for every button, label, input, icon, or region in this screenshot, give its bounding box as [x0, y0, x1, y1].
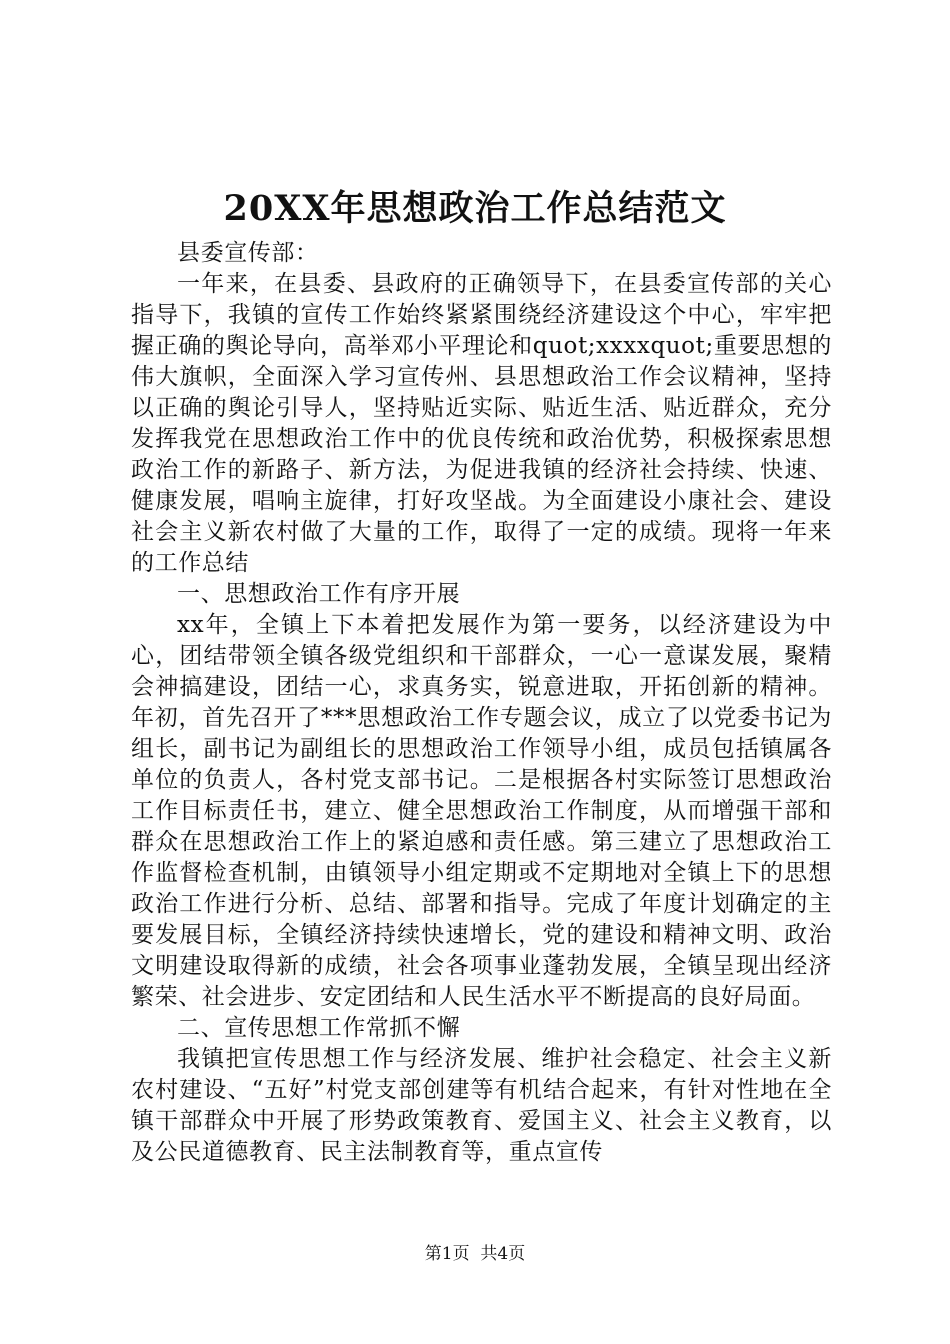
section-2-paragraph: 我镇把宣传思想工作与经济发展、维护社会稳定、社会主义新农村建设、“五好”村党支部创建等有机结合起来，有针对性地在全镇干部群众中开展了形势政策教育、爱国主义、社会主义教育，以及公民道德教育、民主法制教育等，重点宣传: [131, 1046, 832, 1165]
document-title: 20XX年思想政治工作总结范文: [223, 188, 727, 229]
page-number: 第1页: [424, 1244, 470, 1264]
section-1-paragraph: xx年，全镇上下本着把发展作为第一要务，以经济建设为中心，团结带领全镇各级党组织和干部群众，一心一意谋发展，聚精会神搞建设，团结一心，求真务实，锐意进取，开拓创新的精神。年初，首先召开了***思想政治工作专题会议，成立了以党委书记为组长，副书记为副组长的思想政治工作领导小组，成员包括镇属各单位的负责人，各村党支部书记。二是根据各村实际签订思想政治工作目标责任书，建立、健全思想政治工作制度，从而增强干部和群众在思想政治工作上的紧迫感和责任感。第三建立了思想政治工作监督检查机制，由镇领导小组定期或不定期地对全镇上下的思想政治工作进行分析、总结、部署和指导。完成了年度计划确定的主要发展目标，全镇经济持续快速增长，党的建设和精神文明、政治文明建设取得新的成绩，社会各项事业蓬勃发展，全镇呈现出经济繁荣、社会进步、安定团结和人民生活水平不断提高的良好局面。: [131, 612, 832, 1010]
salutation: 县委宣传部：: [177, 240, 319, 266]
intro-paragraph: 一年来，在县委、县政府的正确领导下，在县委宣传部的关心指导下，我镇的宣传工作始终紧紧围绕经济建设这个中心，牢牢把握正确的舆论导向，高举邓小平理论和quot;xxxxquot;重要思想的伟大旗帜，全面深入学习宣传州、县思想政治工作会议精神，坚持以正确的舆论引导人，坚持贴近实际、贴近生活、贴近群众，充分发挥我党在思想政治工作中的优良传统和政治优势，积极探索思想政治工作的新路子、新方法，为促进我镇的经济社会持续、快速、健康发展，唱响主旋律，打好攻坚战。为全面建设小康社会、建设社会主义新农村做了大量的工作，取得了一定的成绩。现将一年来的工作总结: [131, 271, 832, 576]
page-footer: [0, 1242, 950, 1266]
document-body: [131, 238, 832, 1168]
section-heading-2: 二、宣传思想工作常抓不懈: [177, 1015, 461, 1041]
section-heading-1: 一、思想政治工作有序开展: [177, 581, 461, 607]
page-total: 共4页: [480, 1244, 526, 1264]
